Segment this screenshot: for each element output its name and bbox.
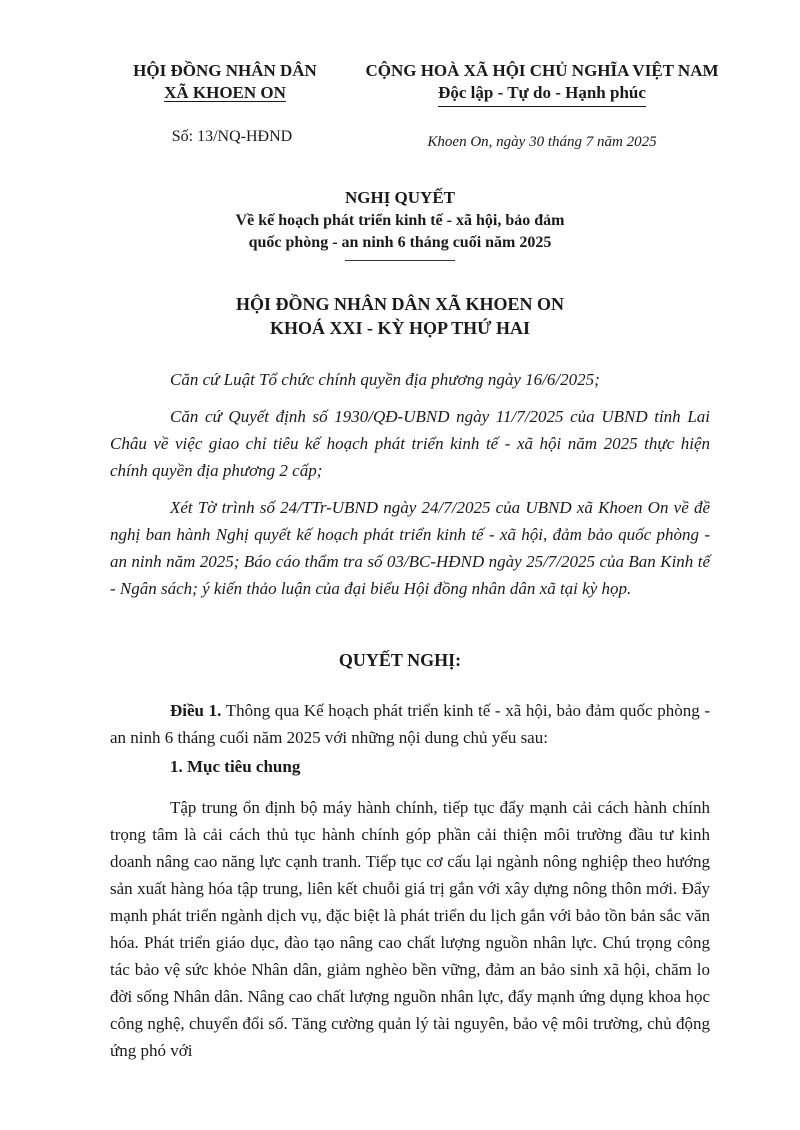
- council-session: KHOÁ XXI - KỲ HỌP THỨ HAI: [269, 318, 530, 338]
- place-date: Khoen On, ngày 30 tháng 7 năm 2025: [427, 134, 657, 150]
- title-divider: [345, 260, 455, 261]
- legal-basis-3: Xét Tờ trình số 24/TTr-UBND ngày 24/7/2025 của UBND xã Khoen On về đề nghị ban hành Nghị quyết kế hoạch phát triển kinh tế - xã hội, đảm bảo quốc phòng - an ninh năm 2025; Báo cáo thẩm tra số 03/BC-HĐND ngày 25/7/2025 của Ban Kinh tế - Ngân sách; ý kiến thảo luận của đại biểu Hội đồng nhân dân xã tại kỳ họp.: [110, 498, 710, 598]
- article-1: [110, 697, 710, 751]
- legal-basis-1: Căn cứ Luật Tổ chức chính quyền địa phương ngày 16/6/2025;: [170, 370, 600, 389]
- legal-basis-2: Căn cứ Quyết định số 1930/QĐ-UBND ngày 11/7/2025 của UBND tỉnh Lai Châu về việc giao chỉ tiêu kế hoạch phát triển kinh tế - xã hội năm 2025 thực hiện chính quyền địa phương 2 cấp;: [110, 407, 710, 480]
- title-subject-line2: quốc phòng - an ninh 6 tháng cuối năm 2025: [248, 234, 552, 251]
- document-number: Số: 13/NQ-HĐND: [171, 128, 293, 145]
- title-type: NGHỊ QUYẾT: [344, 188, 456, 207]
- issuing-organization: [118, 60, 332, 104]
- org-name-line2: XÃ KHOEN ON: [164, 83, 286, 102]
- section-1-heading: 1. Mục tiêu chung: [170, 757, 301, 776]
- nation-motto: Độc lập - Tự do - Hạnh phúc: [438, 82, 646, 107]
- nation-name: CỘNG HOÀ XÃ HỘI CHỦ NGHĨA VIỆT NAM: [365, 61, 719, 80]
- org-name-line1: HỘI ĐỒNG NHÂN DÂN: [133, 61, 317, 80]
- article-1-text: Thông qua Kế hoạch phát triển kinh tế - xã hội, bảo đảm quốc phòng - an ninh 6 tháng cuối năm 2025 với những nội dung chủ yếu sau:: [110, 701, 710, 747]
- resolve-heading: QUYẾT NGHỊ:: [338, 650, 462, 670]
- national-heading: [352, 60, 732, 107]
- section-1-body: Tập trung ổn định bộ máy hành chính, tiếp tục đẩy mạnh cải cách hành chính trọng tâm là cải cách thủ tục hành chính góp phần cải thiện môi trường đầu tư kinh doanh nâng cao năng lực cạnh tranh. Tiếp tục cơ cấu lại ngành nông nghiệp theo hướng sản xuất hàng hóa tập trung, liên kết chuỗi giá trị gắn với xây dựng nông thôn mới. Đẩy mạnh phát triển ngành dịch vụ, đặc biệt là phát triển du lịch gắn với bảo tồn bản sắc văn hóa. Phát triển giáo dục, đào tạo nâng cao chất lượng nguồn nhân lực. Chú trọng công tác bảo vệ sức khỏe Nhân dân, giảm nghèo bền vững, đảm an bảo sinh xã hội, chăm lo đời sống Nhân dân. Nâng cao chất lượng nguồn nhân lực, đẩy mạnh ứng dụng khoa học công nghệ, chuyển đổi số. Tăng cường quản lý tài nguyên, bảo vệ môi trường, chủ động ứng phó với: [110, 798, 710, 1060]
- council-heading: [150, 292, 650, 340]
- title-subject-line1: Về kế hoạch phát triển kinh tế - xã hội, bảo đảm: [235, 212, 565, 229]
- article-1-label: Điều 1.: [170, 701, 222, 720]
- document-title: [150, 186, 650, 261]
- council-name: HỘI ĐỒNG NHÂN DÂN XÃ KHOEN ON: [235, 294, 564, 314]
